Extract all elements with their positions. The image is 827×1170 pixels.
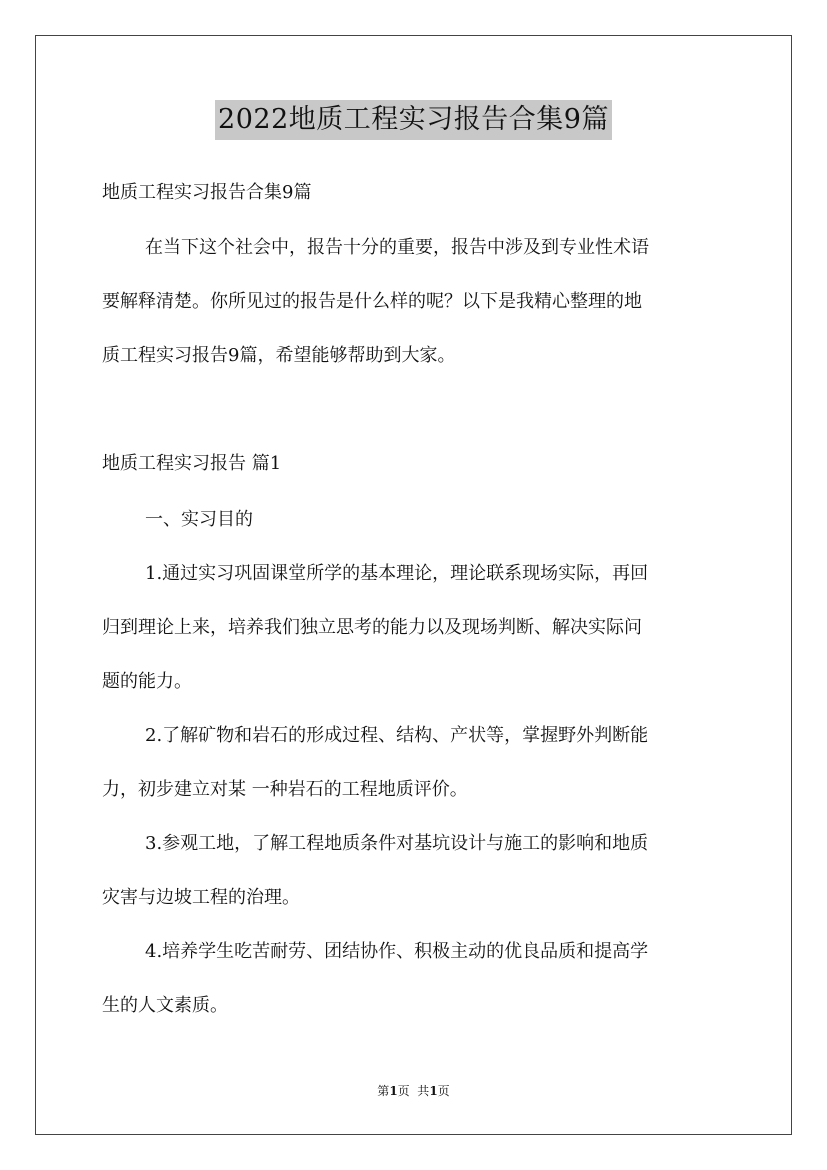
page-footer: [0, 1083, 827, 1099]
paragraph-line: 3.参观工地，了解工程地质条件对基坑设计与施工的影响和地质: [145, 833, 649, 854]
footer-page-total: 1: [429, 1084, 438, 1098]
paragraph-line: 灾害与边坡工程的治理。: [102, 887, 300, 908]
footer-suffix: 页: [437, 1084, 450, 1098]
paragraph-line: 题的能力。: [102, 671, 192, 692]
paragraph-line: 1.通过实习巩固课堂所学的基本理论，理论联系现场实际，再回: [145, 563, 649, 584]
paragraph-line: 2.了解矿物和岩石的形成过程、结构、产状等，掌握野外判断能: [145, 725, 649, 746]
paragraph-line: 归到理论上来，培养我们独立思考的能力以及现场判断、解决实际问: [102, 617, 642, 638]
subtitle-line: 地质工程实习报告合集9篇: [102, 182, 312, 203]
paragraph-line: 生的人文素质。: [102, 995, 228, 1016]
subsection-heading: 一、实习目的: [145, 509, 253, 530]
title-wrap: [0, 100, 827, 140]
paragraph-line: 要解释清楚。你所见过的报告是什么样的呢？以下是我精心整理的地: [102, 291, 642, 312]
footer-page-number: 1: [389, 1084, 398, 1098]
paragraph-line: 在当下这个社会中，报告十分的重要，报告中涉及到专业性术语: [145, 237, 649, 258]
footer-prefix: 第: [377, 1084, 390, 1098]
paragraph-line: 质工程实习报告9篇，希望能够帮助到大家。: [102, 345, 456, 366]
paragraph-line: 4.培养学生吃苦耐劳、团结协作、积极主动的优良品质和提高学: [145, 941, 649, 962]
document-title: 2022地质工程实习报告合集9篇: [215, 100, 612, 140]
paragraph-line: 力，初步建立对某 一种岩石的工程地质评价。: [102, 779, 468, 800]
section-heading: 地质工程实习报告 篇1: [102, 453, 282, 474]
footer-mid: 页 共: [397, 1084, 430, 1098]
